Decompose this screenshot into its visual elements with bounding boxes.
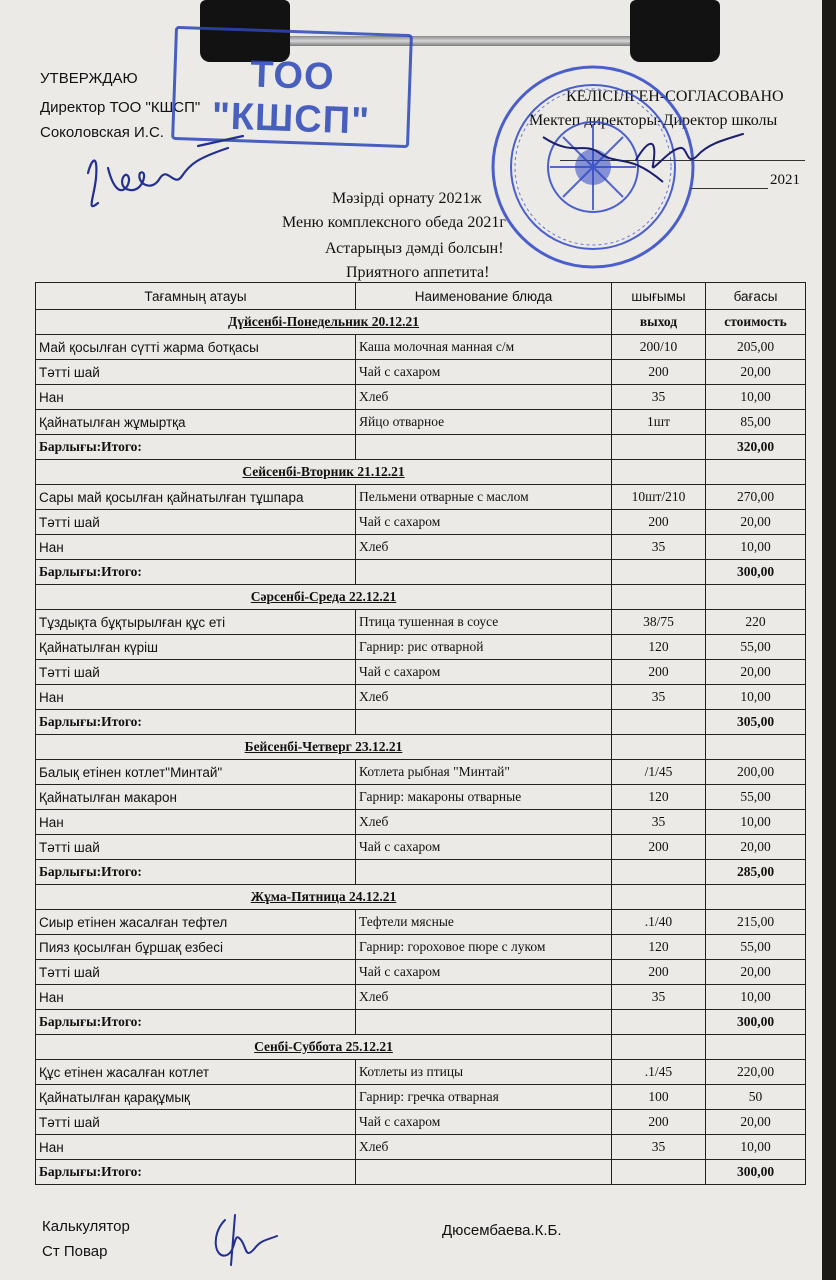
menu-table (35, 282, 806, 1185)
empty-cell (612, 1010, 706, 1035)
table-row (36, 535, 806, 560)
dish-price: 270,00 (706, 485, 806, 510)
header-price-ru: стоимость (706, 310, 806, 335)
total-label: Барлығы:Итого: (36, 1160, 356, 1185)
total-value: 300,00 (706, 1160, 806, 1185)
total-label: Барлығы:Итого: (36, 710, 356, 735)
dish-name-ru: Гарнир: гороховое пюре с луком (356, 935, 612, 960)
dish-name-kz: Тәтті шай (36, 510, 356, 535)
dish-yield: 200 (612, 960, 706, 985)
dish-price: 10,00 (706, 535, 806, 560)
empty-cell (356, 1010, 612, 1035)
dish-name-ru: Гарнир: рис отварной (356, 635, 612, 660)
dish-name-kz: Тәтті шай (36, 360, 356, 385)
total-row (36, 435, 806, 460)
empty-cell (612, 585, 706, 610)
day-title: Сенбі-Суббота 25.12.21 (36, 1035, 612, 1060)
clip-grip-right (630, 0, 720, 62)
footer-role-1: Калькулятор (42, 1218, 130, 1235)
table-row (36, 810, 806, 835)
table-row (36, 360, 806, 385)
dish-price: 220 (706, 610, 806, 635)
dish-name-ru: Тефтели мясные (356, 910, 612, 935)
dish-name-ru: Чай с сахаром (356, 360, 612, 385)
dish-price: 200,00 (706, 760, 806, 785)
dish-yield: 200 (612, 510, 706, 535)
dish-name-ru: Чай с сахаром (356, 660, 612, 685)
director-signature (78, 128, 248, 223)
dish-yield: 200 (612, 835, 706, 860)
table-row (36, 935, 806, 960)
dish-name-kz: Нан (36, 810, 356, 835)
dish-yield: 120 (612, 785, 706, 810)
dish-yield: .1/45 (612, 1060, 706, 1085)
dish-price: 20,00 (706, 835, 806, 860)
dish-name-kz: Тәтті шай (36, 835, 356, 860)
table-row (36, 485, 806, 510)
dish-name-kz: Нан (36, 1135, 356, 1160)
dish-yield: 100 (612, 1085, 706, 1110)
menu-table-body (36, 283, 806, 1185)
dish-name-kz: Пияз қосылған бұршақ езбесі (36, 935, 356, 960)
day-header-row (36, 1035, 806, 1060)
dish-price: 55,00 (706, 935, 806, 960)
empty-cell (612, 1035, 706, 1060)
table-row (36, 985, 806, 1010)
day-title: Бейсенбі-Четверг 23.12.21 (36, 735, 612, 760)
dish-name-kz: Қайнатылған қарақұмық (36, 1085, 356, 1110)
dish-yield: 200/10 (612, 335, 706, 360)
dish-price: 20,00 (706, 1110, 806, 1135)
dish-name-kz: Тәтті шай (36, 660, 356, 685)
dish-name-kz: Нан (36, 385, 356, 410)
table-row (36, 635, 806, 660)
header-yield-kz: шығымы (612, 283, 706, 310)
dish-yield: 200 (612, 360, 706, 385)
day-title: Жұма-Пятница 24.12.21 (36, 885, 612, 910)
empty-cell (612, 710, 706, 735)
dish-name-kz: Қайнатылған жұмыртқа (36, 410, 356, 435)
day-header-row (36, 735, 806, 760)
footer-name: Дюсембаева.К.Б. (442, 1222, 562, 1239)
empty-cell (612, 560, 706, 585)
dish-yield: 38/75 (612, 610, 706, 635)
header-row (36, 283, 806, 310)
dish-name-ru: Котлеты из птицы (356, 1060, 612, 1085)
dish-name-ru: Гарнир: макароны отварные (356, 785, 612, 810)
heading-line4: Приятного аппетита! (346, 264, 490, 281)
dish-name-ru: Чай с сахаром (356, 960, 612, 985)
dish-yield: 35 (612, 535, 706, 560)
dish-yield: 35 (612, 385, 706, 410)
agree-year: 2021 (770, 172, 800, 188)
total-value: 300,00 (706, 1010, 806, 1035)
dish-name-ru: Хлеб (356, 535, 612, 560)
dish-name-kz: Май қосылған сүтті жарма ботқасы (36, 335, 356, 360)
approve-title: УТВЕРЖДАЮ (40, 70, 138, 87)
table-row (36, 910, 806, 935)
dish-yield: 120 (612, 635, 706, 660)
total-row (36, 1160, 806, 1185)
total-value: 320,00 (706, 435, 806, 460)
header-ru-name: Наименование блюда (356, 283, 612, 310)
stamp-text: ТОО "КШСП" (211, 53, 371, 143)
table-row (36, 835, 806, 860)
dish-price: 220,00 (706, 1060, 806, 1085)
total-label: Барлығы:Итого: (36, 435, 356, 460)
empty-cell (612, 885, 706, 910)
empty-cell (356, 435, 612, 460)
empty-cell (612, 460, 706, 485)
empty-cell (706, 460, 806, 485)
day-header-row (36, 885, 806, 910)
dish-yield: 10шт/210 (612, 485, 706, 510)
dish-price: 55,00 (706, 635, 806, 660)
empty-cell (612, 1160, 706, 1185)
dish-price: 20,00 (706, 360, 806, 385)
total-row (36, 560, 806, 585)
dish-name-kz: Балық етінен котлет"Минтай" (36, 760, 356, 785)
total-row (36, 860, 806, 885)
empty-cell (706, 885, 806, 910)
approve-name: Соколовская И.С. (40, 124, 164, 141)
dish-price: 215,00 (706, 910, 806, 935)
day-header-row (36, 585, 806, 610)
heading-line3: Астарыңыз дәмді болсын! (325, 240, 504, 257)
table-row (36, 785, 806, 810)
dish-yield: 35 (612, 685, 706, 710)
dish-yield: 35 (612, 810, 706, 835)
empty-cell (612, 860, 706, 885)
dish-name-ru: Хлеб (356, 385, 612, 410)
dish-name-ru: Пельмени отварные с маслом (356, 485, 612, 510)
total-label: Барлығы:Итого: (36, 1010, 356, 1035)
dish-yield: 200 (612, 660, 706, 685)
dish-price: 50 (706, 1085, 806, 1110)
table-row (36, 1060, 806, 1085)
dish-price: 10,00 (706, 1135, 806, 1160)
empty-cell (356, 1160, 612, 1185)
dish-price: 10,00 (706, 985, 806, 1010)
day-header-row (36, 460, 806, 485)
total-value: 300,00 (706, 560, 806, 585)
table-row (36, 660, 806, 685)
table-row (36, 685, 806, 710)
empty-cell (612, 435, 706, 460)
dish-name-kz: Сиыр етінен жасалған тефтел (36, 910, 356, 935)
empty-cell (706, 585, 806, 610)
dish-name-ru: Каша молочная манная с/м (356, 335, 612, 360)
dish-name-ru: Котлета рыбная "Минтай" (356, 760, 612, 785)
dish-yield: /1/45 (612, 760, 706, 785)
dish-price: 20,00 (706, 960, 806, 985)
footer-role-2: Ст Повар (42, 1243, 108, 1260)
dish-price: 20,00 (706, 660, 806, 685)
heading-line1: Мәзірді орнату 2021ж (332, 190, 482, 207)
dish-name-kz: Нан (36, 685, 356, 710)
dish-name-ru: Хлеб (356, 985, 612, 1010)
dish-name-kz: Тұздықта бұқтырылған құс еті (36, 610, 356, 635)
dish-price: 55,00 (706, 785, 806, 810)
dish-name-ru: Чай с сахаром (356, 510, 612, 535)
total-label: Барлығы:Итого: (36, 560, 356, 585)
table-row (36, 1110, 806, 1135)
dish-name-ru: Хлеб (356, 685, 612, 710)
table-row (36, 510, 806, 535)
agree-title: КЕЛІСІЛГЕН-СОГЛАСОВАНО (566, 88, 784, 105)
dish-yield: 120 (612, 935, 706, 960)
dish-name-ru: Хлеб (356, 1135, 612, 1160)
cook-signature (205, 1210, 285, 1270)
empty-cell (706, 1035, 806, 1060)
dish-name-kz: Құс етінен жасалған котлет (36, 1060, 356, 1085)
table-row (36, 1085, 806, 1110)
empty-cell (612, 735, 706, 760)
header-yield-ru: выход (612, 310, 706, 335)
total-value: 285,00 (706, 860, 806, 885)
empty-cell (356, 710, 612, 735)
dish-name-ru: Чай с сахаром (356, 835, 612, 860)
day-header-row (36, 310, 806, 335)
agree-signature (628, 120, 748, 180)
day-title: Сәрсенбі-Среда 22.12.21 (36, 585, 612, 610)
dish-price: 10,00 (706, 385, 806, 410)
dish-price: 10,00 (706, 685, 806, 710)
table-row (36, 760, 806, 785)
dish-name-kz: Қайнатылған макарон (36, 785, 356, 810)
agree-date-line (690, 188, 768, 189)
dish-yield: 200 (612, 1110, 706, 1135)
dish-name-kz: Тәтті шай (36, 960, 356, 985)
dish-price: 85,00 (706, 410, 806, 435)
empty-cell (356, 860, 612, 885)
dish-name-kz: Тәтті шай (36, 1110, 356, 1135)
dish-name-ru: Птица тушенная в соусе (356, 610, 612, 635)
table-row (36, 960, 806, 985)
table-row (36, 385, 806, 410)
dish-name-kz: Нан (36, 985, 356, 1010)
header-kz-name: Тағамның атауы (36, 283, 356, 310)
table-row (36, 1135, 806, 1160)
day-title: Сейсенбі-Вторник 21.12.21 (36, 460, 612, 485)
agree-position: Мектеп директоры-Директор школы (529, 112, 778, 129)
dish-yield: 35 (612, 985, 706, 1010)
table-row (36, 335, 806, 360)
total-label: Барлығы:Итого: (36, 860, 356, 885)
header-price-kz: бағасы (706, 283, 806, 310)
dish-name-kz: Қайнатылған күріш (36, 635, 356, 660)
dish-name-kz: Нан (36, 535, 356, 560)
total-row (36, 710, 806, 735)
dish-price: 205,00 (706, 335, 806, 360)
heading-line2: Меню комплексного обеда 2021г (282, 214, 506, 231)
dish-yield: 1шт (612, 410, 706, 435)
dish-yield: .1/40 (612, 910, 706, 935)
day-title: Дүйсенбі-Понедельник 20.12.21 (36, 310, 612, 335)
table-row (36, 410, 806, 435)
dish-name-kz: Сары май қосылған қайнатылған тұшпара (36, 485, 356, 510)
dish-name-ru: Гарнир: гречка отварная (356, 1085, 612, 1110)
empty-cell (706, 735, 806, 760)
empty-cell (356, 560, 612, 585)
total-row (36, 1010, 806, 1035)
total-value: 305,00 (706, 710, 806, 735)
dish-price: 10,00 (706, 810, 806, 835)
dish-price: 20,00 (706, 510, 806, 535)
dish-name-ru: Хлеб (356, 810, 612, 835)
table-row (36, 610, 806, 635)
approve-position: Директор ТОО "КШСП" (40, 99, 201, 116)
dish-name-ru: Яйцо отварное (356, 410, 612, 435)
dish-yield: 35 (612, 1135, 706, 1160)
dish-name-ru: Чай с сахаром (356, 1110, 612, 1135)
